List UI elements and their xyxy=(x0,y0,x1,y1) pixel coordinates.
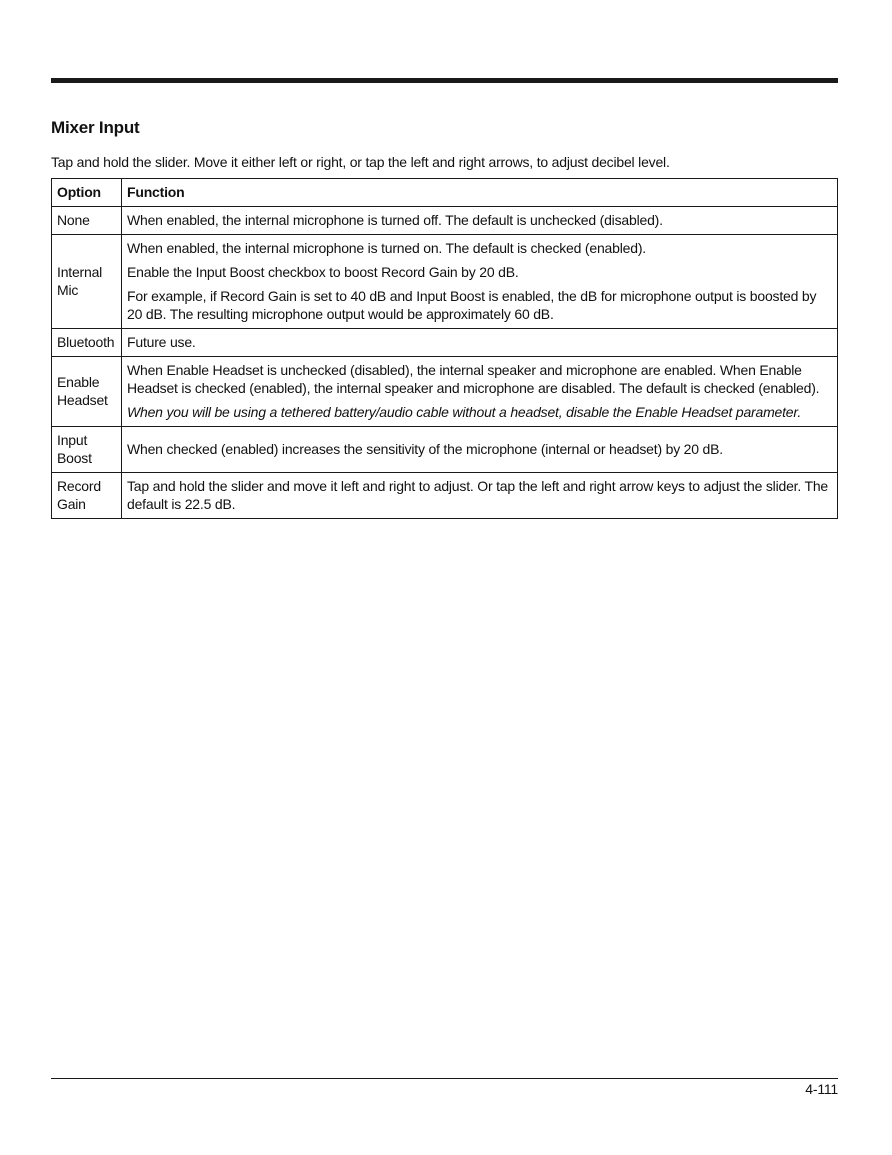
function-note: When you will be using a tethered battery/audio cable without a headset, disable the Enable Headset parameter. xyxy=(127,404,802,420)
function-text: Enable the Input Boost checkbox to boost Record Gain by 20 dB. xyxy=(127,264,519,280)
section-heading: Mixer Input xyxy=(51,118,140,137)
table-row xyxy=(52,329,838,357)
function-cell xyxy=(122,473,838,519)
function-cell xyxy=(122,235,838,329)
function-text: Tap and hold the slider and move it left and right to adjust. Or tap the left and right arrow keys to adjust the slider. The default is 22.5 dB. xyxy=(127,478,829,512)
function-text: For example, if Record Gain is set to 40 dB and Input Boost is enabled, the dB for microphone output is boosted by 20 dB. The resulting microphone output would be approximately 60 dB. xyxy=(127,288,817,322)
table-row xyxy=(52,207,838,235)
function-text: When enabled, the internal microphone is turned on. The default is checked (enabled). xyxy=(127,240,646,256)
option-cell: None xyxy=(52,207,122,235)
section-intro: Tap and hold the slider. Move it either left or right, or tap the left and right arrows, to adjust decibel level. xyxy=(51,154,670,170)
function-cell xyxy=(122,329,838,357)
bottom-rule xyxy=(51,1078,838,1079)
option-cell: Internal Mic xyxy=(52,235,122,329)
option-cell: Record Gain xyxy=(52,473,122,519)
header-option: Option xyxy=(52,179,122,207)
table-row xyxy=(52,427,838,473)
options-table xyxy=(51,178,838,519)
table-header-row xyxy=(52,179,838,207)
table-row xyxy=(52,473,838,519)
function-text: When enabled, the internal microphone is turned off. The default is unchecked (disabled). xyxy=(127,212,663,228)
function-text: When Enable Headset is unchecked (disabled), the internal speaker and microphone are enabled. When Enable Headset is checked (enabled), the internal speaker and microphone are disabled. The default is checked (enabled). xyxy=(127,362,820,396)
function-text: When checked (enabled) increases the sensitivity of the microphone (internal or headset) by 20 dB. xyxy=(127,441,723,457)
top-rule xyxy=(51,78,838,83)
option-cell: Bluetooth xyxy=(52,329,122,357)
table-row xyxy=(52,357,838,427)
function-text: Future use. xyxy=(127,334,196,350)
header-function: Function xyxy=(122,179,838,207)
page-number: 4-111 xyxy=(805,1081,838,1097)
option-cell: Input Boost xyxy=(52,427,122,473)
function-cell xyxy=(122,427,838,473)
table-row xyxy=(52,235,838,329)
function-cell xyxy=(122,357,838,427)
function-cell xyxy=(122,207,838,235)
option-cell: Enable Headset xyxy=(52,357,122,427)
